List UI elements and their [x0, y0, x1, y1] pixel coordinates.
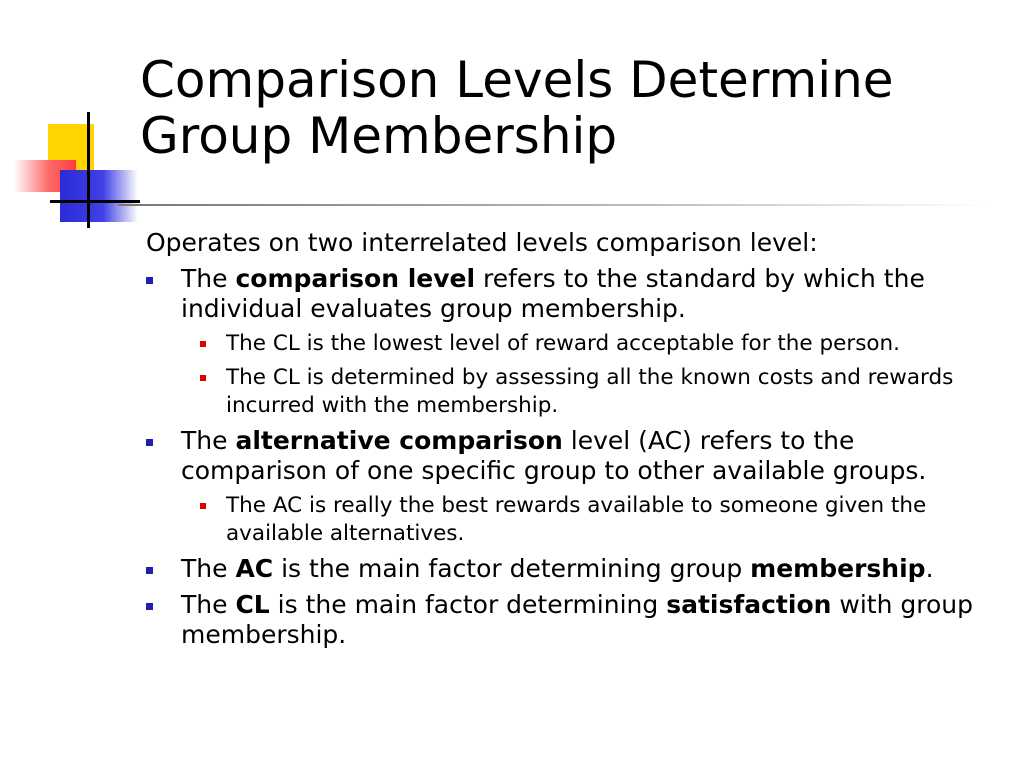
slide-title-line1: Comparison Levels Determine: [140, 51, 894, 109]
square-bullet-icon: [146, 439, 153, 446]
logo-blue-square: [60, 170, 138, 222]
square-bullet-icon: [200, 503, 206, 509]
slide-title-line2: Group Membership: [140, 107, 618, 165]
bullet-text-mid: is the main factor determining group: [273, 554, 751, 583]
sub-bullet-text: The AC is really the best rewards available to someone given the available alternatives.: [226, 493, 927, 546]
square-bullet-icon: [146, 567, 153, 574]
sub-bullet-ac-best: [146, 492, 1006, 548]
sub-bullet-text: The CL is determined by assessing all the known costs and rewards incurred with the membership.: [226, 365, 954, 418]
square-bullet-icon: [200, 341, 206, 347]
bullet-text-bold: alternative comparison: [235, 426, 563, 455]
sub-bullet-text: The CL is the lowest level of reward acceptable for the person.: [226, 331, 901, 356]
bullet-comparison-level: [146, 264, 1006, 324]
sub-bullet-cl-lowest: [146, 330, 1006, 358]
bullet-text-post: refers to the standard by which the individual evaluates group membership.: [181, 264, 925, 323]
bullet-text-mid: is the main factor determining: [269, 590, 667, 619]
square-bullet-icon: [146, 277, 153, 284]
title-divider: [118, 204, 988, 206]
square-bullet-icon: [146, 603, 153, 610]
bullet-text-post: with group membership.: [181, 590, 973, 649]
square-bullet-icon: [200, 375, 206, 381]
intro-text: Operates on two interrelated levels comparison level:: [146, 228, 818, 257]
bullet-ac-membership: [146, 554, 1006, 584]
sub-bullet-cl-determined: [146, 364, 1006, 420]
bullet-text-post: level (AC) refers to the comparison of one specific group to other available groups.: [181, 426, 927, 485]
bullet-cl-satisfaction: [146, 590, 1006, 650]
bullet-text-bold: CL: [235, 590, 270, 619]
bullet-text-pre: The: [181, 554, 236, 583]
slide-title: [140, 52, 1000, 164]
bullet-text-bold: membership: [750, 554, 926, 583]
logo-horizontal-line: [50, 200, 140, 203]
bullet-text-bold: comparison level: [235, 264, 476, 293]
slide-body: [146, 228, 1006, 650]
bullet-alternative-comparison: [146, 426, 1006, 486]
bullet-text-pre: The: [181, 590, 236, 619]
logo-vertical-line: [87, 112, 90, 228]
bullet-text-pre: The: [181, 426, 236, 455]
bullet-text-bold: satisfaction: [666, 590, 832, 619]
bullet-text-post: .: [925, 554, 934, 583]
bullet-text-bold: AC: [235, 554, 274, 583]
bullet-text-pre: The: [181, 264, 236, 293]
